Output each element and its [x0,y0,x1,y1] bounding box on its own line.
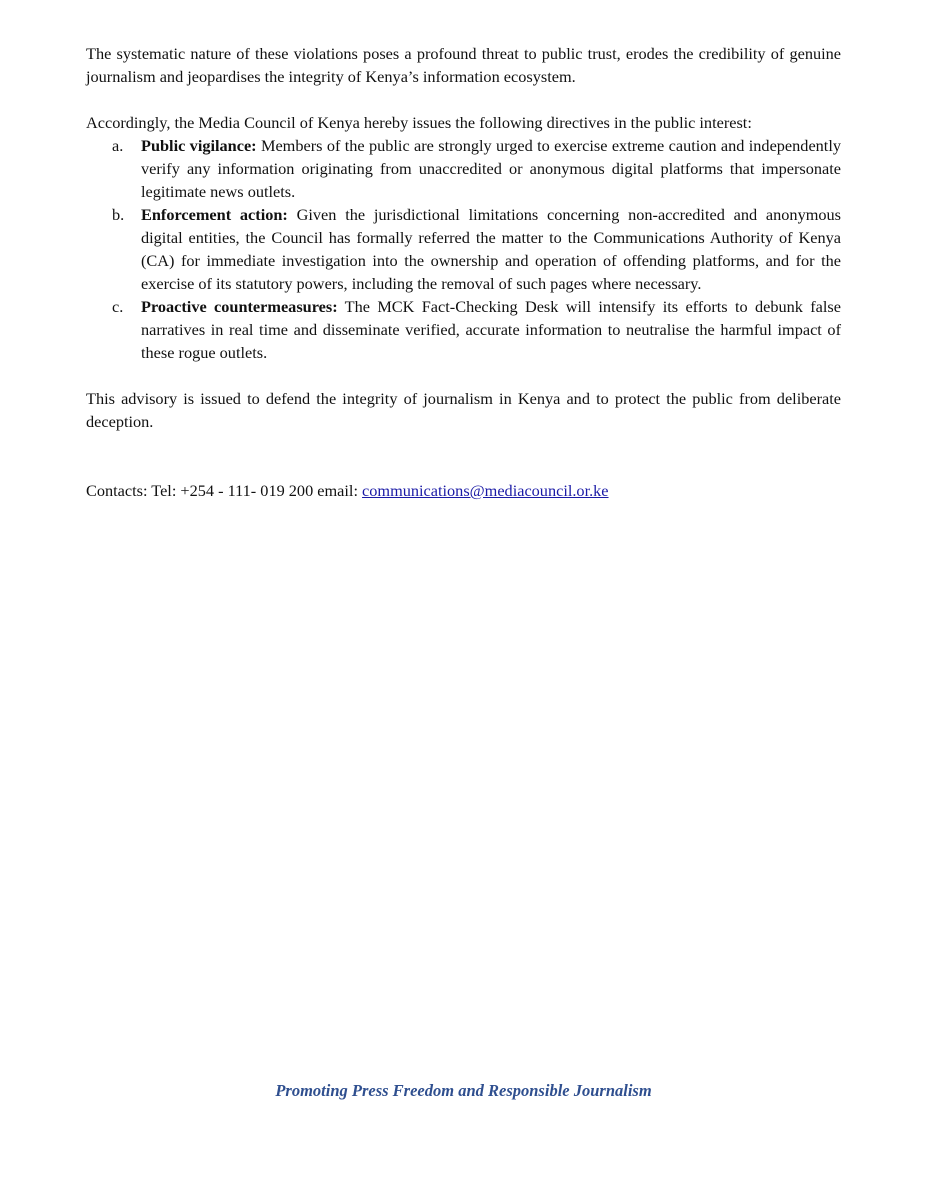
directive-text: The MCK Fact-Checking Desk will intensify its efforts to debunk false narratives in real time and disseminate verified, accurate information to neutralise the harmful impact of these rogue outlets. [141,297,841,362]
directive-text: Members of the public are strongly urged to exercise extreme caution and independently verify any information originating from unaccredited or anonymous digital platforms that impersonate legitimate news outlets. [141,136,841,201]
directive-lead: Proactive countermeasures: [141,297,338,316]
directive-lead: Public vigilance: [141,136,257,155]
list-marker: c. [112,297,124,316]
directives-intro: Accordingly, the Media Council of Kenya hereby issues the following directives in the public interest: [86,113,752,132]
contacts-line [86,479,841,502]
document-body [86,42,841,502]
paragraph-advisory-purpose: This advisory is issued to defend the integrity of journalism in Kenya and to protect the public from deliberate deception. [86,389,841,431]
directive-text: Given the jurisdictional limitations concerning non-accredited and anonymous digital entities, the Council has formally referred the matter to the Communications Authority of Kenya (CA) for immediate investigation into the ownership and operation of offending platforms, and for the exercise of its statutory powers, including the removal of such pages where necessary. [141,205,841,293]
paragraph-systematic-violations: The systematic nature of these violations poses a profound threat to public trust, erodes the credibility of genuine journalism and jeopardises the integrity of Kenya’s information ecosystem. [86,44,841,86]
directive-item-proactive-countermeasures [86,295,841,364]
directive-item-enforcement-action [86,203,841,295]
contacts-prefix: Contacts: Tel: +254 - 111- 019 200 email: [86,481,363,500]
list-marker: a. [112,136,124,155]
email-link[interactable]: communications@mediacouncil.or.ke [362,481,609,500]
list-marker: b. [112,205,125,224]
directive-item-public-vigilance [86,134,841,203]
directives-list [86,134,841,364]
footer-tagline: Promoting Press Freedom and Responsible Journalism [275,1081,652,1100]
directive-lead: Enforcement action: [141,205,288,224]
